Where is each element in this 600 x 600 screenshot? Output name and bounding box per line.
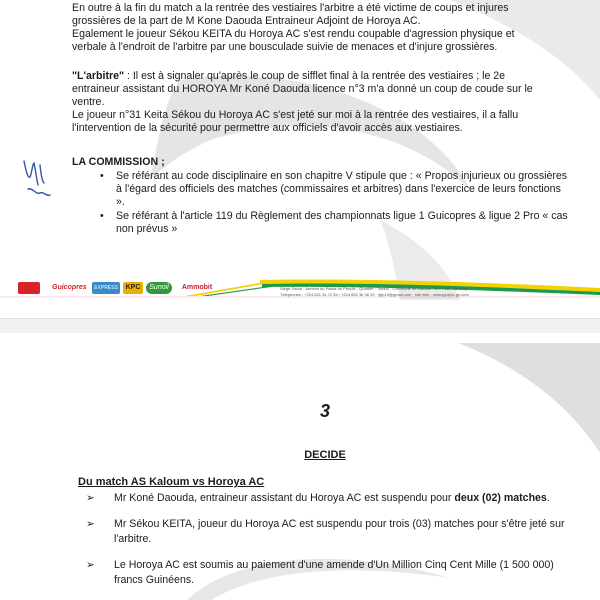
commission-heading: LA COMMISSION ; — [72, 156, 165, 168]
footer-contact: Téléphones : +224 621 34 72 54 / +224 662 36 36 29 · lgfp15@gmail.com · site web : www.lguipro-gn.com — [280, 292, 469, 297]
arrow-bullet-icon: ➢ — [86, 559, 95, 571]
sponsor-logo: KPC — [123, 282, 143, 294]
sponsor-logo: EXPRESS — [92, 282, 120, 294]
list-item: ➢ Mr Sékou KEITA, joueur du Horoya AC est suspendu pour trois (03) matches pour s'être jeté sur l'arbitre. — [86, 518, 565, 545]
list-item: • Se référant au code disciplinaire en son chapitre V stipule que : « Propos injurieux ou grossières à l'égard des officiels des matches (commissaires et arbitres) dans l'exercice de leurs fonctions ». — [100, 170, 570, 209]
arbitre-paragraph: "L'arbitre" : Il est à signaler qu'après le coup de sifflet final à la rentrée des vestiaires ; le 2e entraineur assistant du HOROYA Mr Koné Daouda licence n°3 m'a donné un coup de coude sur le ventre. Le joueur n°31 Keita Sékou du Horoya AC s'est jeté sur moi à la rentrée des vestiaires, il a fallu l'intervention de la sécurité pour permettre aux officiels d'avoir accès aux vestiaires. — [72, 70, 533, 134]
sponsor-logo: Guicopres — [52, 284, 87, 291]
sponsor-logo: Sunoil — [146, 282, 172, 294]
list-item: • Se référant à l'article 119 du Règlement des championnats ligue 1 Guicopres & ligue 2 Pro « cas non prévus » — [100, 210, 570, 236]
decide-heading: DECIDE — [304, 449, 346, 461]
page-number: 3 — [319, 401, 330, 421]
match-heading: Du match AS Kaloum vs Horoya AC — [78, 476, 265, 488]
intro-paragraph: En outre à la fin du match a la rentrée des vestiaires l'arbitre a été victime de coups et injures grossières de la part de M Kone Daouda Entraineur Adjoint de Horoya AC. Egalement le joueur Sékou KEITA du Horoya AC s'est rendu coupable d'agression physique et verbale à l'endroit de l'arbitre par une bousculade suivie de menaces et d'injure grossières. — [72, 2, 515, 53]
list-item: ➢ Le Horoya AC est soumis au paiement d'une amende d'Un Million Cinq Cent Mille (1 500 000) francs Guinéens. — [86, 559, 554, 586]
decision-list — [86, 491, 566, 599]
arbitre-label: "L'arbitre" — [72, 70, 125, 82]
commission-bullet-list — [100, 170, 570, 237]
handwritten-initials — [20, 155, 60, 205]
footer-address: Siège Social : Annexe du Palais du Peuple - Quartier : Tombo - Commune de Kaloum - B.P : 997 Conakry — [280, 286, 468, 291]
page-footer — [0, 278, 600, 300]
list-item: ➢ Mr Koné Daouda, entraineur assistant du Horoya AC est suspendu pour deux (02) matches. — [86, 492, 550, 504]
page-separator — [0, 318, 600, 334]
arrow-bullet-icon: ➢ — [86, 492, 95, 504]
sponsor-logo: Ammobit — [181, 284, 213, 291]
document-page-current — [0, 333, 600, 600]
arrow-bullet-icon: ➢ — [86, 518, 95, 530]
